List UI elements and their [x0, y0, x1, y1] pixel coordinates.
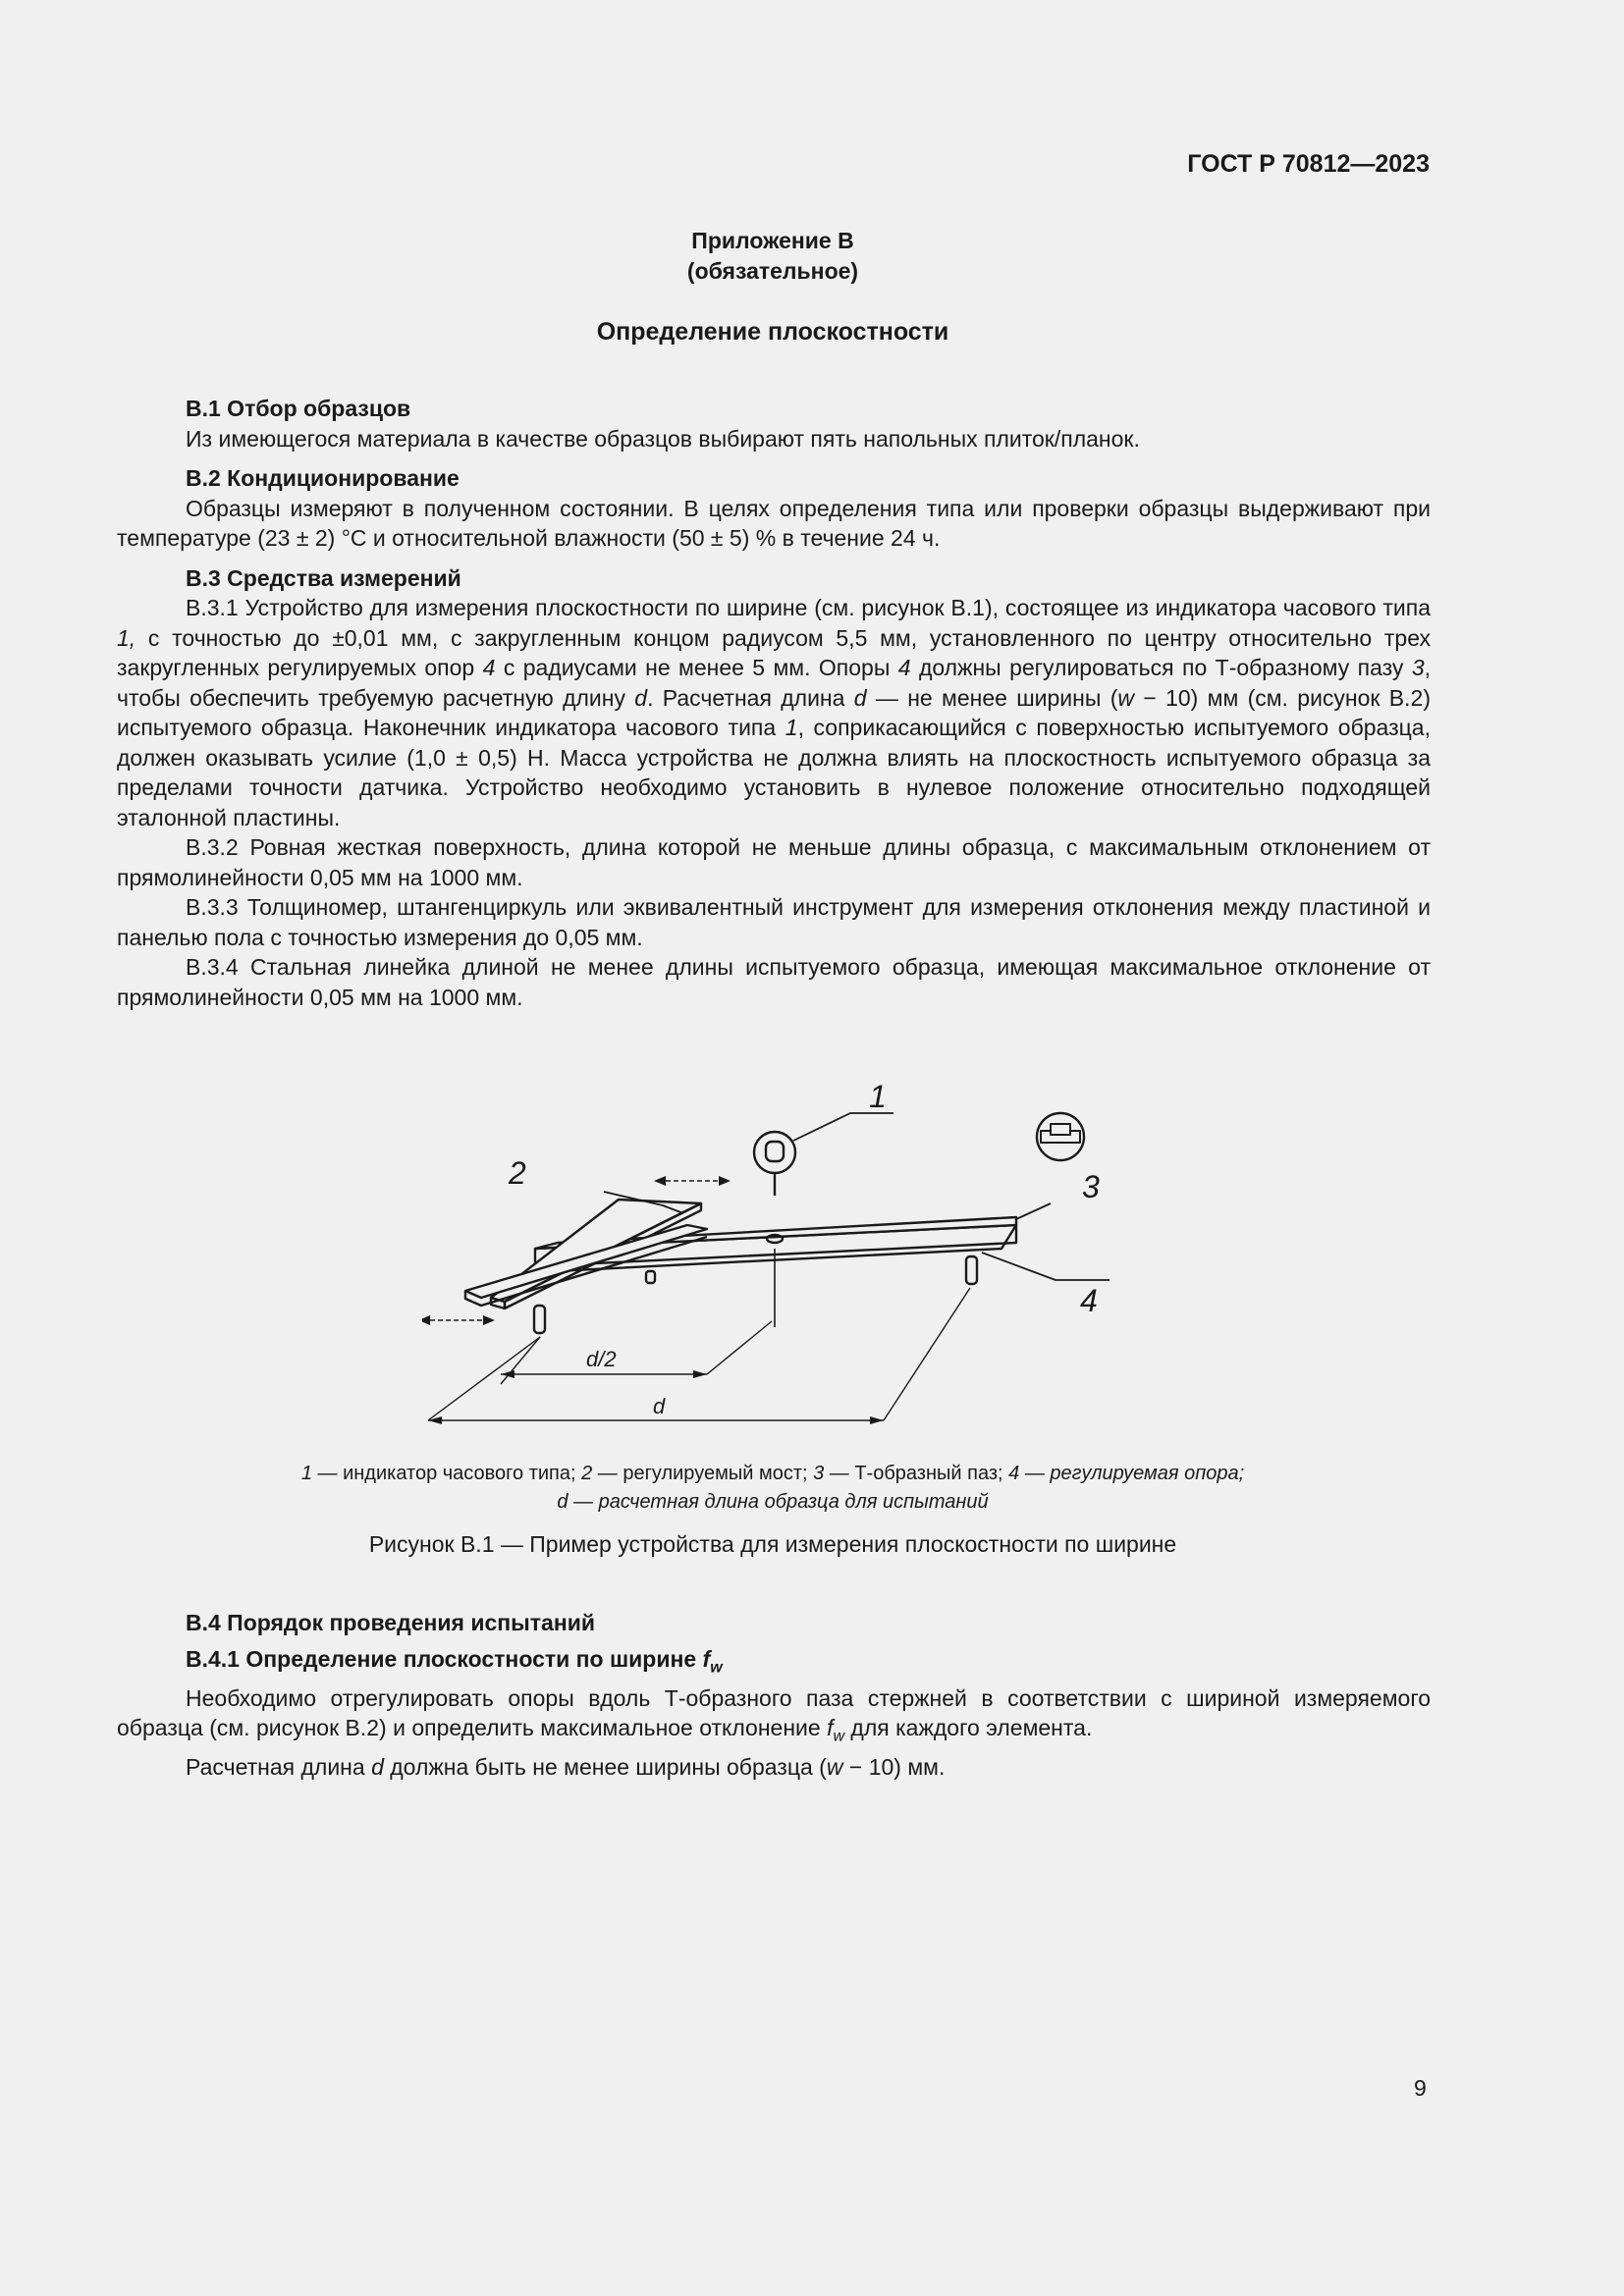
legend-num: 2	[581, 1463, 593, 1484]
heading-b4: В.4 Порядок проведения испытаний	[186, 1610, 596, 1635]
paragraph-b3-4: В.3.4 Стальная линейка длиной не менее длины испытуемого образца, имеющая максимальное отклонение от прямолинейности 0,05 мм на 1000 мм.	[117, 954, 1431, 1010]
italic-var: f	[702, 1645, 711, 1672]
support-left	[534, 1306, 545, 1333]
heading-b4-1	[117, 1644, 1431, 1683]
paragraph-b1: Из имеющегося материала в качестве образцов выбирают пять напольных плиток/планок.	[186, 425, 1140, 452]
italic-ref: d	[634, 684, 648, 711]
heading-b2: В.2 Кондиционирование	[186, 465, 460, 491]
label-2: 2	[509, 1155, 526, 1191]
leader-3	[1016, 1203, 1051, 1219]
paragraph-b3-2: В.3.2 Ровная жесткая поверхность, длина которой не меньше длины образца, с максимальным отклонением от прямолинейности 0,05 мм на 1000 мм.	[117, 834, 1431, 890]
leader-1	[793, 1113, 893, 1141]
paragraph-b3-1	[117, 593, 1431, 832]
text-span: В.3.1 Устройство для измерения плоскостности по ширине (см. рисунок В.1), состоящее из индикатора часового типа	[186, 595, 1431, 620]
dim-ext-right	[884, 1288, 970, 1420]
italic-sub: w	[710, 1659, 723, 1677]
paragraph-b4-1	[117, 1683, 1431, 1753]
page-number: 9	[1414, 2075, 1427, 2101]
text-span: Расчетная длина	[186, 1754, 372, 1781]
section-b4	[117, 1608, 1431, 1783]
annex-label: Приложение В	[691, 228, 854, 253]
support-mid	[646, 1271, 655, 1283]
heading-b3: В.3 Средства измерений	[186, 564, 461, 591]
figure-caption: Рисунок В.1 — Пример устройства для измерения плоскостности по ширине	[368, 1531, 1177, 1557]
label-3: 3	[1082, 1169, 1100, 1204]
text-span: , соприкасающийся с поверхностью испытуемого образца, должен оказывать усилие (1,0 ± 0,5) Н. Масса устройства не должна влиять на плоскостность испытуемого образца за пределами точности датчика. Устройство необходимо установить в нулевое положение относительно подходящей эталонной пластины.	[117, 715, 1431, 830]
legend-line-1	[0, 1460, 1545, 1488]
text-span: . Расчетная длина	[647, 684, 854, 711]
italic-ref: 3	[1411, 655, 1425, 680]
italic-sub: w	[833, 1728, 845, 1745]
text-span: для каждого элемента.	[844, 1715, 1093, 1741]
label-4: 4	[1080, 1283, 1098, 1318]
legend-text: — Т-образный паз;	[824, 1463, 1009, 1484]
text-span: — не менее ширины (	[866, 684, 1118, 711]
label-1: 1	[869, 1079, 887, 1114]
italic-var: w	[826, 1754, 843, 1781]
t-slot-section-icon	[1037, 1113, 1084, 1160]
legend-num: 4	[1008, 1463, 1020, 1484]
annex-title	[0, 226, 1545, 287]
dim-full-label: d	[653, 1394, 666, 1418]
t-slot-section-inner	[1051, 1124, 1070, 1135]
italic-ref: d	[853, 684, 867, 711]
text-span: Необходимо отрегулировать опоры вдоль Т-образного паза стержней в соответствии с шириной измеряемого образца (см. рисунок В.2) и определить максимальное отклонение	[117, 1684, 1431, 1741]
italic-var: f	[827, 1715, 834, 1741]
text-span: − 10) мм (см. рисунок В.2) испытуемого образца. Наконечник индикатора часового типа	[117, 684, 1431, 740]
legend-num: 1	[300, 1463, 312, 1484]
dim-half-label: d/2	[586, 1347, 617, 1371]
text-span: В.4.1 Определение плоскостности по ширине	[186, 1645, 703, 1672]
italic-ref: 1	[785, 715, 798, 740]
legend-text: — регулируемый мост;	[592, 1463, 814, 1484]
text-span: должна быть не менее ширины образца (	[383, 1754, 827, 1781]
annex-status: (обязательное)	[686, 258, 859, 284]
paragraph-b2: Образцы измеряют в полученном состоянии. В целях определения типа или проверки образцы выдерживают при температуре (23 ± 2) °С и относительной влажности (50 ± 5) % в течение 24 ч.	[117, 495, 1431, 551]
legend-num: 3	[813, 1463, 825, 1484]
support-right	[966, 1256, 977, 1284]
heading-b1: В.1 Отбор образцов	[186, 396, 411, 421]
figure-legend	[0, 1460, 1545, 1517]
dim-ext-left	[501, 1337, 540, 1384]
legend-text: d — расчетная длина образца для испытаний	[557, 1491, 989, 1513]
italic-ref: 1,	[117, 624, 136, 651]
paragraph-b3-3: В.3.3 Толщиномер, штангенциркуль или эквивалентный инструмент для измерения отклонения между пластиной и панелью пола с точностью измерения до 0,05 мм.	[117, 894, 1431, 950]
text-span: должны регулироваться по Т-образному пазу	[910, 655, 1412, 680]
leader-4	[982, 1253, 1110, 1280]
dim-ext-mid	[707, 1321, 772, 1374]
section-b1-b3	[117, 394, 1431, 1012]
document-header: ГОСТ Р 70812—2023	[1187, 150, 1430, 178]
italic-ref: 4	[897, 655, 911, 680]
italic-var: d	[371, 1754, 384, 1781]
legend-text: — регулируемая опора;	[1019, 1463, 1245, 1484]
text-span: − 10) мм.	[842, 1754, 946, 1781]
italic-ref: 4	[482, 655, 496, 680]
legend-line-2	[0, 1488, 1545, 1517]
text-span: с точностью до ±0,01 мм, с закругленным концом радиусом 5,5 мм, установленного по центру относительно трех закругленных регулируемых опор	[117, 624, 1431, 680]
dial-indicator	[754, 1132, 795, 1173]
text-span: , чтобы обеспечить требуемую расчетную длину	[117, 655, 1431, 711]
page-title: Определение плоскостности	[596, 318, 949, 346]
paragraph-b4-2	[117, 1752, 1431, 1783]
dim-ext-outer	[428, 1337, 540, 1420]
legend-text: — индикатор часового типа;	[311, 1463, 582, 1484]
italic-ref: w	[1117, 684, 1134, 711]
figure-b1-diagram	[422, 1070, 1168, 1443]
text-span: с радиусами не менее 5 мм. Опоры	[495, 655, 898, 680]
